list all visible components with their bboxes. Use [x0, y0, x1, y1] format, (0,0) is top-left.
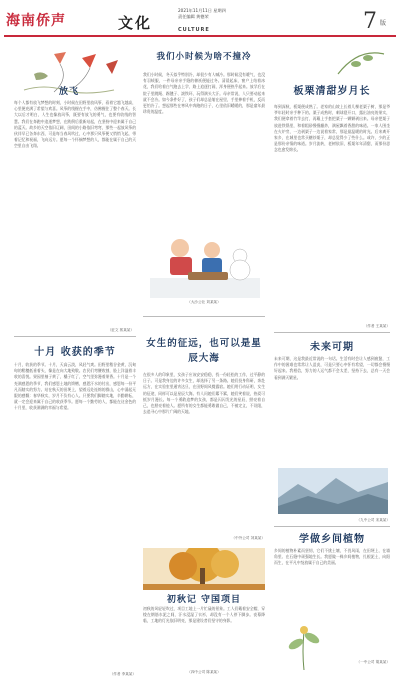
article-byline-xiaoshihou: （大沙公社 刘某某） — [187, 300, 221, 304]
page-header — [0, 0, 400, 36]
article-byline-shanyin: （一中公司 胡某某） — [356, 660, 390, 664]
section-title: 文化 — [118, 14, 153, 32]
divider-col2 — [143, 316, 265, 317]
page-number: 7 — [363, 9, 377, 34]
brand-logo-text: 海南侨声 — [6, 13, 66, 29]
divider-col3 — [274, 332, 390, 333]
article-body-fangfei: 每个人都有放飞梦想的时刻，小时候在田野里放风筝，看着它越飞越高，心里便充满了希望与欢喜。风筝的线握在手中，仿佛握住了整个春天。长大以后才明白，人生也像放风筝，既要有放飞的勇气，也要有收线的智慧。我们在奔跑中追逐梦想，在跌倒后重新站起，在坚持中迎来属于自己的蓝天。故乡的天空依旧辽阔，田间的小路依旧弯弯，那些一起放风筝的伙伴早已各奔东西，可是每当春风吹过，心中那只风筝便又悄悄飞起，带着记忆和祝福，飞向远方。愿每一个怀揣梦想的人，都能在属于自己的天空里自由飞翔。 — [14, 100, 136, 149]
article-byline-weilai: （九中公司 宋某某） — [356, 518, 390, 522]
article-title-shiyue: 十月 收获的季节 — [34, 347, 116, 358]
article-body-nvsheng: 在很多人的印象里，女孩子应该安安稳稳，找一份轻松的工作，过平静的日子。可是我身边的许多女生，却选择了另一条路。她们投身科研，奔赴远方，在实验室里通宵达旦，在田野间风餐露宿。她们用行动证明，女生的征途，同样可以是星辰大海。有人问她们累不累，她们笑着说，热爱可抵岁月漫长。每一个勇敢追梦的女孩，都是闪闪发光的星辰，照亮着自己，也照亮着他人。愿所有的女生都能勇敢做自己，不被定义，不设限，去追寻心中那片广阔的天地。 — [143, 372, 265, 415]
article-body-shiyue: 十月，收获的季节。十月，天高云淡，风轻气爽。田野里稻谷金黄，沉甸甸的稻穗低垂着头，像是在向大地致敬。农民们弯腰收割，脸上洋溢着丰收的喜悦。果园里柚子黄了，橘子红了，空气里弥漫着果香。十月是一个充满感恩的季节，我们感恩土地的馈赠，感恩汗水的付出，感恩每一份平凡而踏实的努力。站在秋天的田埂上，望着远处连绵的群山，心中涌起无限的感慨：春华秋实，岁月不负有心人。只要我们脚踏实地，辛勤耕耘，就一定会迎来属于自己的收获季节。愿每一个勤劳的人，都能在这金色的十月里，收获满满的幸福与希望。 — [14, 362, 136, 411]
children-winter-illustration — [150, 226, 260, 298]
article-body-weilai: 未来可期，这是我最近常说的一句话。生活有时会让人感到疲惫，工作中的困难也常常让人沮丧，可是只要心中怀有希望，一切都会慢慢好起来。我相信，努力的人运气都不会太差，坚持下去，总有一天会看到满天繁星。 — [274, 356, 390, 380]
culture-tag: CULTURE — [178, 27, 210, 33]
article-title-xiaoshihou: 我们小时候为啥不撞冷 — [156, 52, 252, 62]
article-byline-nvsheng: （中外公司 刘某某） — [231, 536, 265, 540]
article-byline-qingchun: （作者 王某某） — [363, 324, 390, 328]
article-body-xiaoshihou: 我们小时候，冬天似乎特别冷，却很少有人喊冷。那时候没有暖气，也没有羽绒服，一件母亲亲手缝的棉袄便能过冬。清晨起床，窗户上结着冰花，我们哈着白气跑去上学，路上追逐打闹，浑身便热乎起来。放学后在院子里跳绳、踢毽子、滚铁环，玩得满头大汗。母亲常说，人只要动起来就不会冷。如今条件好了，孩子们却总是缩在屋里，手里捧着手机，反而更怕冷了。想起那些在寒风中奔跑的日子，心里依旧暖暖的，那是童年最珍贵的温度。 — [143, 72, 265, 115]
divider-col1 — [14, 336, 136, 337]
article-body-chuqiu: 初秋的风轻轻吹过，项目工地上一片忙碌的景象。工人们戴着安全帽，穿梭在钢筋水泥之间，汗水浸湿了衣衫，却没有一个人停下脚步。夜幕降临，工地的灯光依旧明亮，那是建设者们坚守的身影。 — [143, 606, 265, 624]
issue-editor: 责任编辑 黄德荣 — [178, 14, 209, 19]
article-title-chuqiu: 初秋记 守国项目 — [166, 595, 242, 605]
plant-illustration — [274, 612, 334, 672]
mountain-landscape-photo — [278, 468, 388, 514]
article-byline-chuqiu: （四中公司 陈某某） — [187, 670, 221, 674]
article-byline-shiyue: （作者 李某某） — [109, 672, 136, 676]
article-title-qingchun: 板栗清甜岁月长 — [293, 86, 371, 97]
article-body-qingchun: 每到深秋，板栗便成熟了。老家的山坡上长着几棵老栗子树，那是爷爷年轻时亲手种下的。栗子成熟时，刺球裂开口，露出油亮的果实，我们便拿着竹竿去打，再戴上手套把栗子一颗颗剥出来。母亲把栗子放进铁锅里，和着粗砂慢慢翻炒，满屋飘着香甜的味道。一家人围坐在火炉旁，一边剥栗子一边说着家常，那是最温暖的时光。后来离开家乡，在城里也常买糖炒栗子，却总觉得少了些什么。或许，少的正是那份亲情的味道。岁月流转，老树依旧，板栗年年清甜，而那份思念也愈发绵长。 — [274, 104, 390, 153]
article-title-fangfei: 放飞 — [58, 87, 79, 97]
article-title-nvsheng: 女生的征远，也可以是星辰大海 — [146, 338, 262, 364]
page-unit: 版 — [380, 20, 387, 27]
header-divider — [4, 35, 396, 37]
divider-col3-bottom — [274, 526, 390, 527]
article-title-shanyin: 学做乡间植物 — [299, 534, 365, 545]
article-body-shanyin: 乡间的植物朴素而坚韧，它们不挑土壤，不畏风雨，在田埂上、在墙角里、在石缝中顽强地生长。我愿做一株乡间植物，扎根泥土，向阳而生，在平凡中绽放属于自己的美丽。 — [274, 548, 390, 566]
article-byline-fangfei: （征文 郭某某） — [107, 328, 134, 332]
issue-date: 2021年11月11日 星期四 — [178, 8, 226, 13]
article-title-weilai: 未来可期 — [310, 342, 354, 353]
issue-info — [178, 8, 278, 20]
autumn-tree-photo — [143, 548, 265, 590]
chestnut-corner-decoration — [328, 44, 388, 78]
